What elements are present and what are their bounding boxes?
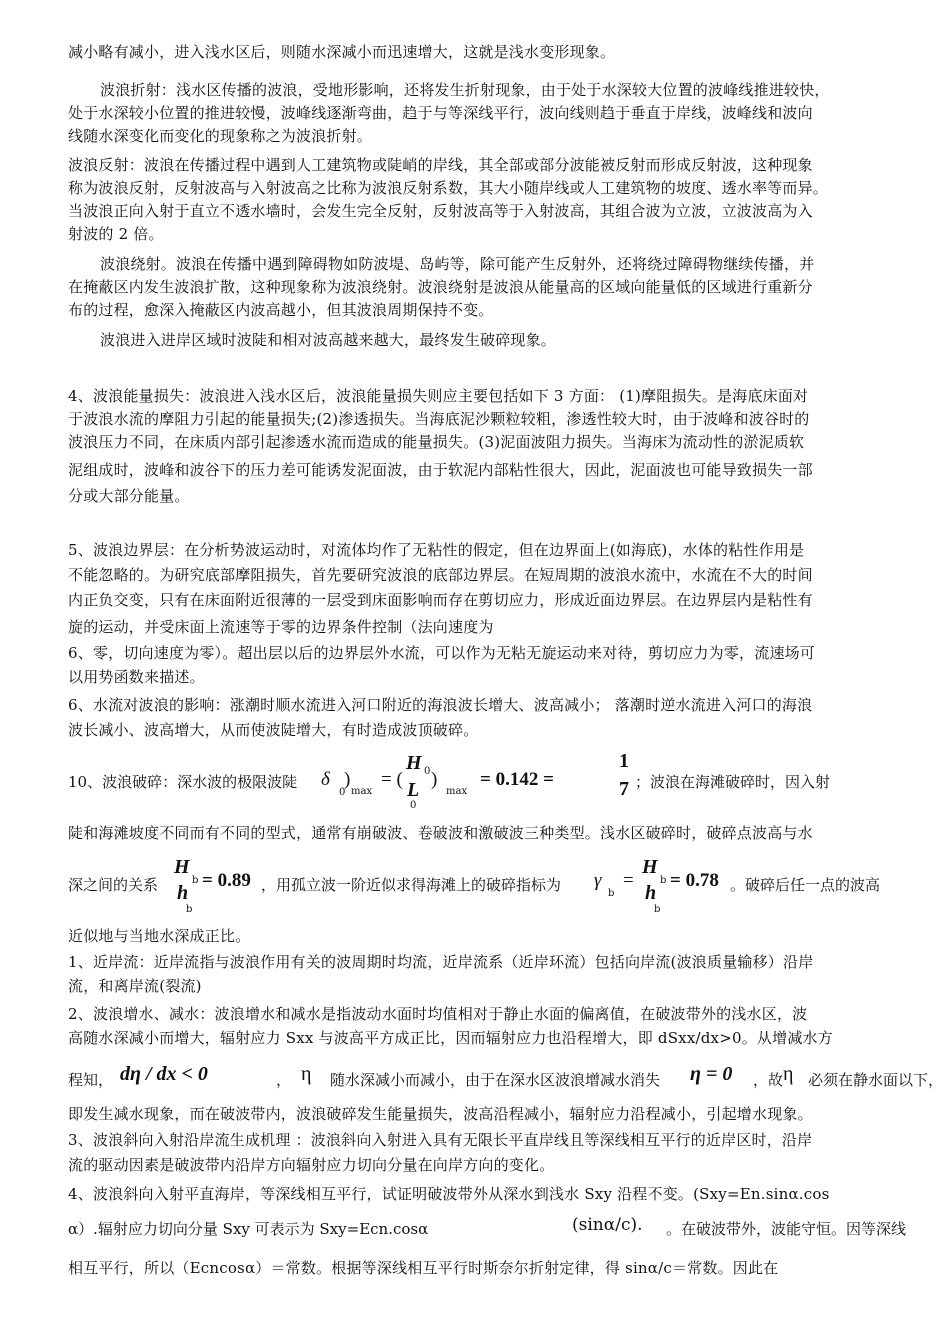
text-line: 旋的运动，并受床面上流速等于零的边界条件控制（法向速度为 — [68, 618, 494, 636]
subscript-b: b — [192, 875, 199, 886]
text-line: 5、波浪边界层：在分析势波运动时，对流体均作了无粘性的假定，但在边界面上(如海底)，水体的粘性作用是 — [68, 541, 805, 559]
breaker-index-value: = 0.78 — [670, 870, 719, 891]
subscript-max: max — [446, 786, 468, 797]
subscript-max: max — [351, 786, 373, 797]
equation-text-prefix: 深之间的关系 — [68, 876, 159, 894]
text-line: 流的驱动因素是破波带内沿岸方向辐射应力切向分量在向岸方向的变化。 — [68, 1156, 555, 1174]
text-line: 相互平行，所以（Ecncosα）＝常数。根据等深线相互平行时斯奈尔折射定律，得 sinα/c＝常数。因此在 — [68, 1259, 779, 1277]
equation-text-prefix: α）.辐射应力切向分量 Sxy 可表示为 Sxy=Ecn.cosα — [68, 1220, 429, 1238]
text-line: 波长减小、波高增大，从而使波陡增大，有时造成波顶破碎。 — [68, 721, 479, 739]
subscript-0: 0 — [339, 787, 346, 798]
delta-symbol: δ — [321, 769, 330, 790]
paren: ) — [344, 769, 351, 790]
text-line: 即发生减水现象，而在破波带内，波浪破碎发生能量损失，波高沿程减小，辐射应力沿程减小，引起增水现象。 — [68, 1105, 813, 1123]
subscript-b: b — [660, 875, 667, 886]
subscript-b: b — [654, 904, 661, 915]
text-line: 称为波浪反射，反射波高与入射波高之比称为波浪反射系数，其大小随岸线或人工建筑物的坡度、透水率等而异。 — [68, 179, 829, 197]
equals: = — [623, 870, 634, 891]
equation-line-sxy — [68, 1208, 908, 1242]
sin-alpha-over-c: (sinα/c). — [572, 1215, 643, 1235]
steepness-value: = 0.142 = — [480, 769, 554, 790]
text-line: 波浪进入进岸区域时波陡和相对波高越来越大，最终发生破碎现象。 — [100, 331, 557, 349]
text-line: 射波的 2 倍。 — [68, 225, 164, 243]
equation-line-breaker-index — [68, 850, 908, 920]
breaker-depth-h: h — [177, 882, 189, 904]
text-line: 流，和离岸流(裂流) — [68, 977, 202, 995]
subscript-b: b — [186, 904, 193, 915]
text-line: 线随水深变化而变化的现象称之为波浪折射。 — [68, 127, 373, 145]
text-line: 处于水深较小位置的推进较慢，波峰线逐渐弯曲，趋于与等深线平行，波向线则趋于垂直于岸线，波峰线和波向 — [68, 104, 813, 122]
text-line: 减小略有减小，进入浅水区后，则随水深减小而迅速增大，这就是浅水变形现象。 — [68, 43, 616, 61]
eta-symbol: η — [301, 1063, 312, 1085]
text-line: 在掩蔽区内发生波浪扩散，这种现象称为波浪绕射。波浪绕射是波浪从能量高的区域向能量低的区域进行重新分 — [68, 278, 813, 296]
equation-text-suffix: 必须在静水面以下， — [808, 1071, 944, 1089]
text-line: 于波浪水流的摩阻力引起的能量损失;(2)渗透损失。当海底泥沙颗粒较粗，渗透性较大时，由于波峰和波谷时的 — [68, 410, 810, 428]
text-line: 高随水深减小而增大，辐射应力 Sxx 与波高平方成正比，因而辐射应力也沿程增大，即 dSxx/dx>0。从增减水方 — [68, 1029, 833, 1047]
eta-zero: η = 0 — [690, 1063, 733, 1085]
text-line: 波浪反射：波浪在传播过程中遇到人工建筑物或陡峭的岸线，其全部或部分波能被反射而形成反射波，这种现象 — [68, 156, 813, 174]
text-line: 内正负交变，只有在床面附近很薄的一层受到床面影响而存在剪切应力，形成近面边界层。在边界层内是粘性有 — [68, 591, 813, 609]
text-line: 波浪绕射。波浪在传播中遇到障碍物如防波堤、岛屿等，除可能产生反射外，还将绕过障碍物继续传播，并 — [100, 255, 815, 273]
breaker-height-H: H — [642, 856, 658, 878]
breaker-depth-h: h — [645, 882, 657, 904]
wave-height-H: H — [406, 752, 422, 774]
equation-text-suffix: 。破碎后任一点的波高 — [730, 876, 881, 894]
paren: ) — [431, 769, 438, 790]
equation-text-prefix: 程知， — [68, 1071, 114, 1089]
text-line: 6、水流对波浪的影响：涨潮时顺水流进入河口附近的海浪波长增大、波高减小； 落潮时逆水流进入河口的海浪 — [68, 696, 813, 714]
text-line: 4、波浪能量损失：波浪进入浅水区后，波浪能量损失则应主要包括如下 3 方面： (1)摩阻损失。是海底床面对 — [68, 387, 809, 405]
equation-line-setdown — [68, 1056, 944, 1096]
text-line: 4、波浪斜向入射平直海岸，等深线相互平行，试证明破波带外从深水到浅水 Sxy 沿程不变。(Sxy=En.sinα.cos — [68, 1185, 830, 1203]
text-line: 3、波浪斜向入射沿岸流生成机理 ：波浪斜向入射进入具有无限长平直岸线且等深线相互平行的近岸区时，沿岸 — [68, 1131, 813, 1149]
text-line: 6、零，切向速度为零）。超出层以后的边界层外水流，可以作为无粘无旋运动来对待，剪切应力为零，流速场可 — [68, 644, 816, 662]
equation-text-middle: ，用孤立波一阶近似求得海滩上的破碎指标为 — [261, 876, 562, 894]
eta-symbol: η — [783, 1063, 794, 1085]
text-line: 泥组成时，波峰和波谷下的压力差可能诱发泥面波，由于软泥内部粘性很大，因此，泥面波也可能导致损失一部 — [68, 461, 813, 479]
breaker-height-H: H — [174, 856, 190, 878]
text-line: 分或大部分能量。 — [68, 487, 190, 505]
wavelength-L: L — [407, 779, 420, 801]
text-line: 波浪折射：浅水区传播的波浪，受地形影响，还将发生折射现象，由于处于水深较大位置的波峰线推进较快， — [100, 81, 830, 99]
text-line: 波浪压力不同，在床质内部引起渗透水流而造成的能量损失。(3)泥面波阻力损失。当海床为流动性的淤泥质软 — [68, 433, 805, 451]
gamma-symbol: γ — [594, 870, 602, 891]
breaker-ratio: = 0.89 — [202, 870, 251, 891]
fraction-denominator: 7 — [619, 778, 629, 800]
equation-text-middle: ，故 — [753, 1071, 784, 1089]
subscript-0: 0 — [424, 766, 431, 777]
text-line: 近似地与当地水深成正比。 — [68, 927, 251, 945]
equation-line-deep-water-steepness — [68, 748, 908, 818]
text-line: 不能忽略的。为研究底部摩阻损失，首先要研究波浪的底部边界层。在短周期的波浪水流中，水流在不大的时间 — [68, 566, 813, 584]
text-line: 当波浪正向入射于直立不透水墙时，会发生完全反射，反射波高等于入射波高，其组合波为立波，立波波高为入 — [68, 202, 813, 220]
text-line: 陡和海滩坡度不同而有不同的型式，通常有崩破波、卷破波和激破波三种类型。浅水区破碎时，破碎点波高与水 — [68, 824, 813, 842]
comma: ， — [276, 1071, 292, 1089]
fraction-numerator: 1 — [619, 750, 629, 772]
equation-text-middle: 随水深减小而减小，由于在深水区波浪增减水消失 — [330, 1071, 661, 1089]
d-eta-dx: dη / dx < 0 — [120, 1063, 208, 1085]
subscript-b: b — [608, 888, 615, 899]
equation-text-prefix: 10、波浪破碎：深水波的极限波陡 — [68, 773, 298, 791]
subscript-0: 0 — [410, 800, 417, 811]
equation-text-suffix: 。在破波带外，波能守恒。因等深线 — [666, 1220, 907, 1238]
equation-text-suffix: ；波浪在海滩破碎时，因入射 — [635, 773, 831, 791]
text-line: 1、近岸流：近岸流指与波浪作用有关的波周期时均流，近岸流系（近岸环流）包括向岸流(波浪质量输移）沿岸 — [68, 953, 814, 971]
text-line: 2、波浪增水、减水：波浪增水和减水是指波动水面时均值相对于静止水面的偏离值，在破波带外的浅水区，波 — [68, 1005, 808, 1023]
equals-open: = ( — [381, 769, 403, 790]
text-line: 布的过程，愈深入掩蔽区内波高越小，但其波浪周期保持不变。 — [68, 301, 494, 319]
text-line: 以用势函数来描述。 — [68, 668, 205, 686]
